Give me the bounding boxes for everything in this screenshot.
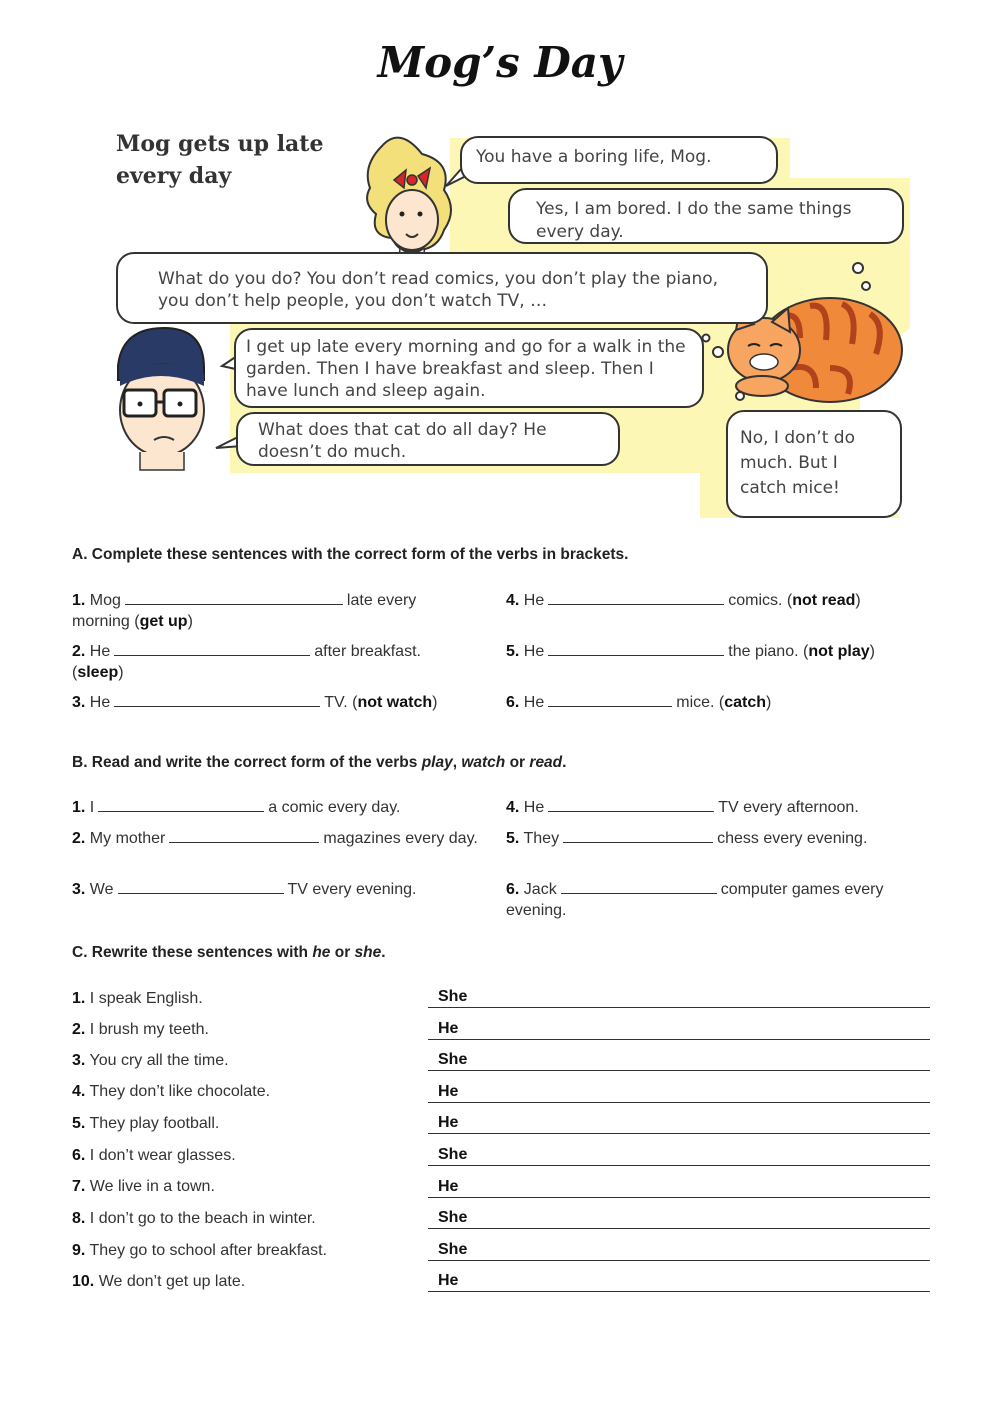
answer-blank[interactable] [563,828,713,843]
exercise-c-sentence: 9. They go to school after breakfast. [72,1242,327,1259]
exercise-b-item: 6. Jack computer games every evening. [506,881,884,919]
answer-line[interactable]: She [428,1049,930,1071]
answer-line[interactable]: He [428,1270,930,1292]
exercise-a-item: 6. He mice. (catch) [506,694,772,711]
speech-bubble: What do you do? You don’t read comics, you don’t play the piano, you don’t help people, you don’t watch TV, … [116,252,768,324]
girl-figure [367,138,451,268]
answer-blank[interactable] [98,797,264,812]
comic-heading: Mog gets up late every day [116,131,324,189]
section-c-title: C. Rewrite these sentences with he or she. [72,944,386,961]
answer-line[interactable]: She [428,1207,930,1229]
speech-bubble: What does that cat do all day? He doesn’t do much. [236,412,620,466]
exercise-b-item: 3. We TV every evening. [72,881,417,898]
speech-bubble: You have a boring life, Mog. [460,136,778,184]
exercise-b-item: 5. They chess every evening. [506,830,868,847]
section-b-title: B. Read and write the correct form of the verbs play, watch or read. [72,754,567,771]
speech-bubble: Yes, I am bored. I do the same things every day. [508,188,904,244]
exercise-a-item: 3. He TV. (not watch) [72,694,438,711]
answer-blank[interactable] [548,692,672,707]
answer-blank[interactable] [169,828,319,843]
section-a-title: A. Complete these sentences with the correct form of the verbs in brackets. [72,546,629,563]
exercise-c-sentence: 10. We don’t get up late. [72,1273,246,1290]
exercise-c-sentence: 3. You cry all the time. [72,1052,229,1069]
answer-blank[interactable] [118,879,284,894]
answer-blank[interactable] [561,879,717,894]
exercise-c-sentence: 1. I speak English. [72,990,203,1007]
answer-blank[interactable] [114,692,320,707]
page-title: Mog’s Day [377,38,623,87]
exercise-a-item: 1. Mog late every morning (get up) [72,592,417,630]
exercise-b-item: 1. I a comic every day. [72,799,401,816]
exercise-a-item: 4. He comics. (not read) [506,592,861,609]
answer-blank[interactable] [548,590,724,605]
exercise-c-sentence: 7. We live in a town. [72,1178,215,1195]
comic-illustration [100,118,920,528]
answer-line[interactable]: She [428,986,930,1008]
exercise-c-sentence: 5. They play football. [72,1115,220,1132]
speech-bubble: No, I don’t do much. But I catch mice! [726,410,902,518]
exercise-c-sentence: 2. I brush my teeth. [72,1021,209,1038]
exercise-b-item: 2. My mother magazines every day. [72,830,478,847]
exercise-c-sentence: 6. I don’t wear glasses. [72,1147,236,1164]
exercise-c-sentence: 8. I don’t go to the beach in winter. [72,1210,316,1227]
answer-blank[interactable] [125,590,343,605]
answer-line[interactable]: She [428,1239,930,1261]
boy-figure [118,328,204,470]
answer-blank[interactable] [548,641,724,656]
exercise-a-item: 2. He after breakfast. (sleep) [72,643,421,681]
exercise-b-item: 4. He TV every afternoon. [506,799,859,816]
speech-bubble: I get up late every morning and go for a walk in the garden. Then I have breakfast and sleep. Then I have lunch and sleep again. [234,328,704,408]
exercise-c-sentence: 4. They don’t like chocolate. [72,1083,271,1100]
answer-line[interactable]: He [428,1081,930,1103]
answer-line[interactable]: He [428,1018,930,1040]
answer-line[interactable]: He [428,1176,930,1198]
exercise-a-item: 5. He the piano. (not play) [506,643,875,660]
answer-blank[interactable] [114,641,310,656]
answer-line[interactable]: He [428,1112,930,1134]
answer-line[interactable]: She [428,1144,930,1166]
answer-blank[interactable] [548,797,714,812]
